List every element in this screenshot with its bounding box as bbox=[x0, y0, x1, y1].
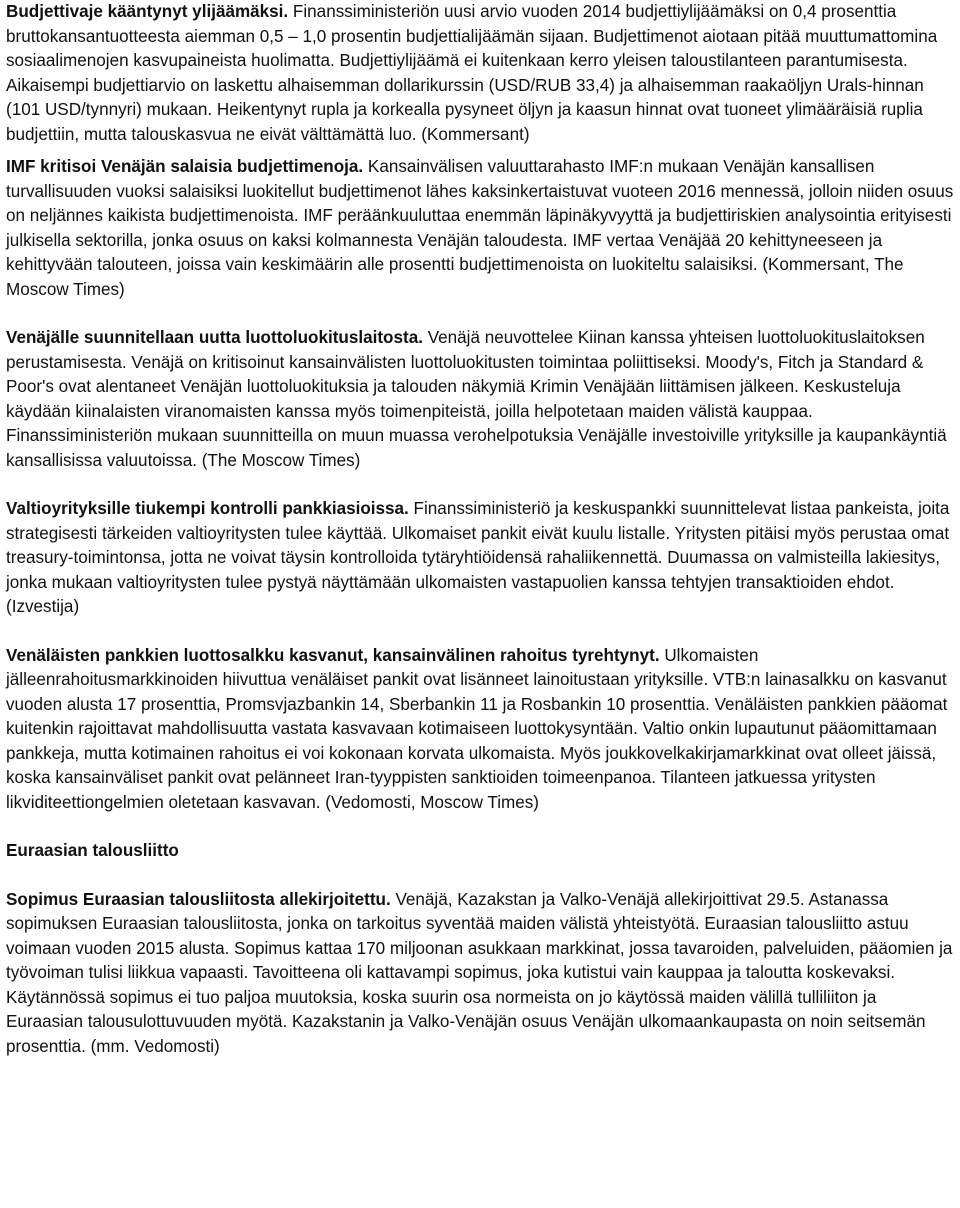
article-body: Ulkomaisten jälleenrahoitusmarkkinoiden hiivuttua venäläiset pankit ovat lisänneet lainoitustaan yrityksille. VTB:n lainasalkku on kasvanut vuoden alusta 17 prosenttia, Promsvjazbankin 14, Sberbankin 11 ja Rosbankin 10 prosenttia. Venäläisten pankkien pääomat kuitenkin rajoittavat mahdollisuutta vastata kasvavaan kotimaiseen luottokysyntään. Valtio onkin lupautunut pääomittamaan pankkeja, mutta kotimainen rahoitus ei voi kokonaan korvata ulkomaista. Myös joukkovelkakirjamarkkinat ovat olleet jäissä, koska kansainväliset pankit ovat pelänneet Iran-tyyppisten sanktioiden toimeenpanoa. Tilanteen jatkuessa yritysten likviditeettiongelmien oletetaan kasvavan. (Vedomosti, Moscow Times) bbox=[6, 645, 948, 812]
article-body: Finanssiministeriön uusi arvio vuoden 2014 budjettiylijäämäksi on 0,4 prosenttia bruttokansantuotteesta aiemman 0,5 – 1,0 prosentin budjettialijäämän sijaan. Budjettimenot aiotaan pitää muuttumattomina sosiaalimenojen kasvupaineista huolimatta. Budjettiylijäämä ei kuitenkaan kerro yleisen taloustilanteen parantumisesta. Aikaisempi budjettiarvio on laskettu alhaisemman dollarikurssin (USD/RUB 33,4) ja alhaisemman raakaöljyn Urals-hinnan (101 USD/tynnyri) mukaan. Heikentynyt rupla ja korkealla pysyneet öljyn ja kaasun hinnat ovat tuoneet ylimääräisiä ruplia budjettiin, mutta talouskasvua ne eivät välttämättä luo. (Kommersant) bbox=[6, 2, 938, 144]
article-headline: Budjettivaje kääntynyt ylijäämäksi. bbox=[6, 2, 289, 21]
article-credit-rating-agency bbox=[6, 326, 954, 473]
paragraph-gap bbox=[6, 302, 954, 326]
article-body: Venäjä, Kazakstan ja Valko-Venäjä allekirjoittivat 29.5. Astanassa sopimuksen Euraasian talousliitosta, jonka on tarkoitus syventää maiden välistä yhteistyötä. Euraasian talousliitto astuu voimaan vuoden 2015 alusta. Sopimus kattaa 170 miljoonan asukkaan markkinat, jossa tavaroiden, palveluiden, pääomien ja työvoiman tulisi liikkua vapaasti. Tavoitteena oli kattavampi sopimus, joka kutistui vain kauppaa ja taloutta koskevaksi. Käytännössä sopimus ei tuo paljoa muutoksia, koska suurin osa normeista on jo käytössä maiden välillä tulliliiton ja Euraasian talousulottuvuuden myötä. Kazakstanin ja Valko-Venäjän osuus Venäjän ulkomaankaupasta on noin seitsemän prosenttia. (mm. Vedomosti) bbox=[6, 889, 953, 1056]
article-headline: Venäjälle suunnitellaan uutta luottoluokituslaitosta. bbox=[6, 328, 423, 347]
article-body: Venäjä neuvottelee Kiinan kanssa yhteisen luottoluokituslaitoksen perustamisesta. Venäjä on kritisoinut kansainvälisten luottoluokitusten toimintaa poliittiseksi. Moody's, Fitch ja Standard & Poor's ovat alentaneet Venäjän luottoluokituksia ja talouden näkymiä Krimin Venäjään liittämisen jälkeen. Keskusteluja käydään kiinalaisten viranomaisten kanssa myös toimenpiteistä, joilla helpotetaan maiden välistä kauppaa. Finanssiministeriön mukaan suunnitteilla on muun muassa verohelpotuksia Venäjälle investoiville yrityksille ja kaupankäyntiä kansallisissa valuutoissa. (The Moscow Times) bbox=[6, 328, 947, 470]
article-state-companies-banking bbox=[6, 497, 954, 620]
article-headline: Sopimus Euraasian talousliitosta allekirjoitettu. bbox=[6, 889, 391, 909]
article-bank-loan-portfolio bbox=[6, 644, 954, 816]
section-title: Euraasian talousliitto bbox=[6, 841, 179, 860]
document-page bbox=[6, 0, 954, 1059]
article-budget-surplus bbox=[6, 0, 954, 147]
article-headline: Venäläisten pankkien luottosalkku kasvanut, kansainvälinen rahoitus tyrehtynyt. bbox=[6, 645, 660, 665]
paragraph-gap bbox=[6, 620, 954, 644]
paragraph-gap bbox=[6, 815, 954, 839]
paragraph-gap bbox=[6, 864, 954, 888]
paragraph-gap bbox=[6, 473, 954, 497]
article-headline: Valtioyrityksille tiukempi kontrolli pankkiasioissa. bbox=[6, 499, 409, 518]
article-body: Kansainvälisen valuuttarahasto IMF:n mukaan Venäjän kansallisen turvallisuuden vuoksi salaisiksi luokitellut budjettimenot lähes kaksinkertaistuvat vuoteen 2016 mennessä, jolloin niiden osuus on neljännes kaikista budjettimenoista. IMF peräänkuuluttaa enemmän läpinäkyvyyttä ja budjettiriskien analysointia erityisesti julkisella sektorilla, jonka osuus on kaksi kolmannesta Venäjän taloudesta. IMF vertaa Venäjää 20 kehittyneeseen ja kehittyvään talouteen, joissa vain keskimäärin alle prosentti budjettimenoista on luokiteltu salaisiksi. (Kommersant, The Moscow Times) bbox=[6, 157, 954, 299]
article-body: Finanssiministeriö ja keskuspankki suunnittelevat listaa pankeista, joita strategisesti tärkeiden valtioyritysten tulee käyttää. Ulkomaiset pankit eivät kuulu listalle. Yritysten pitäisi myös perustaa omat treasury-toimintonsa, jotta ne voivat täysin kontrolloida tytäryhtiöidensä rahaliikennettä. Duumassa on valmisteilla lakiesitys, jonka mukaan valtioyritysten tulee pystyä näyttämään ulkomaisten vastapuolien kanssa tehtyjen transaktioiden ehdot. (Izvestija) bbox=[6, 499, 950, 616]
article-imf-secret-budget bbox=[6, 155, 954, 302]
article-headline: IMF kritisoi Venäjän salaisia budjettimenoja. bbox=[6, 157, 364, 176]
article-eurasian-union-agreement bbox=[6, 888, 954, 1060]
